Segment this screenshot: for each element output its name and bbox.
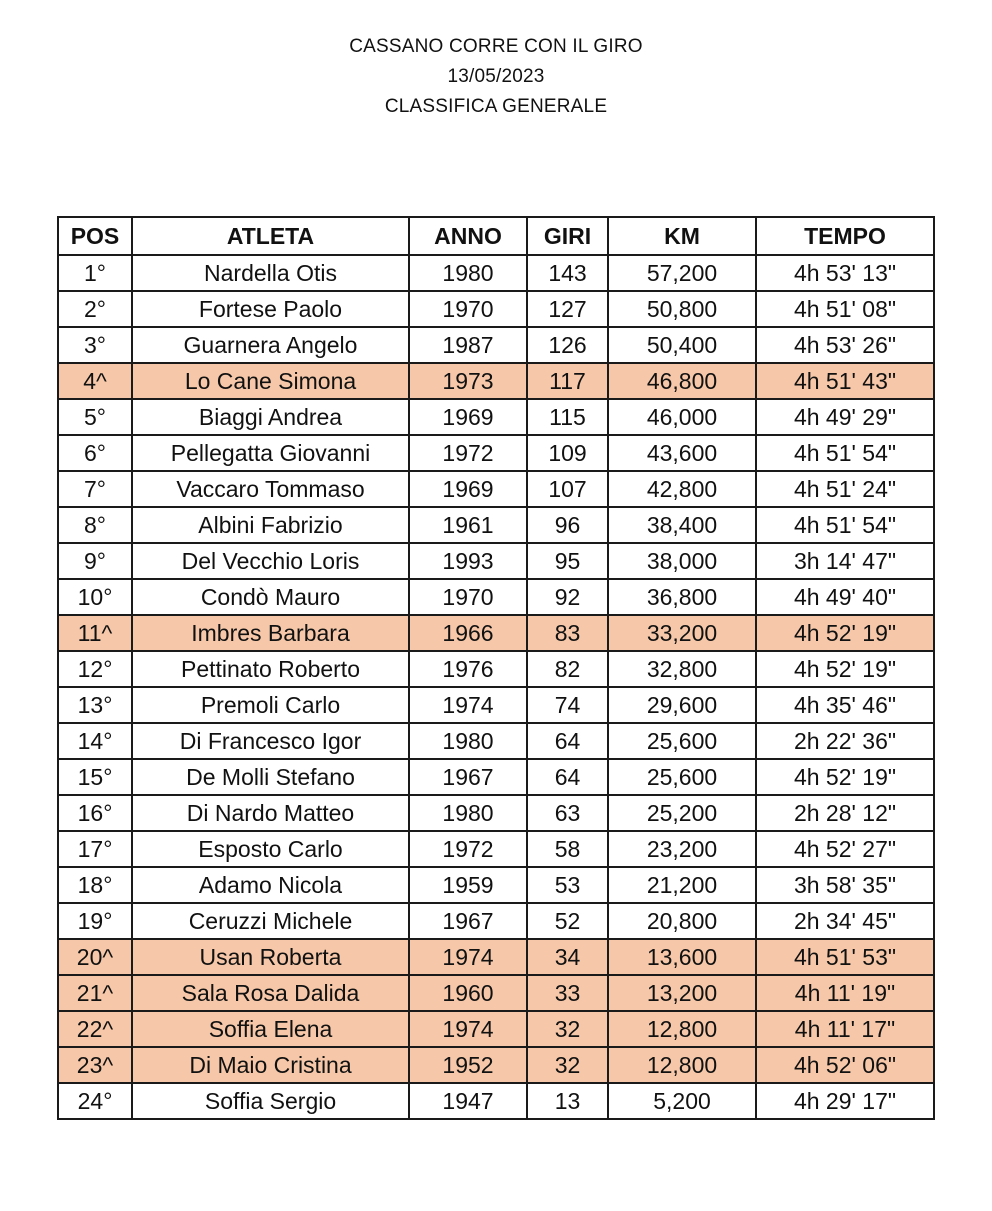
ranking-title: CLASSIFICA GENERALE — [384, 96, 608, 117]
cell-position: 4^ — [58, 363, 132, 399]
cell-athlete: Premoli Carlo — [132, 687, 409, 723]
cell-position: 7° — [58, 471, 132, 507]
cell-time: 4h 53' 13" — [756, 255, 934, 291]
table-row — [58, 291, 934, 327]
cell-year: 1969 — [409, 399, 527, 435]
cell-year: 1974 — [409, 1011, 527, 1047]
table-row — [58, 399, 934, 435]
table-row — [58, 687, 934, 723]
cell-athlete: Sala Rosa Dalida — [132, 975, 409, 1011]
cell-athlete: Adamo Nicola — [132, 867, 409, 903]
cell-position: 12° — [58, 651, 132, 687]
cell-position: 18° — [58, 867, 132, 903]
cell-km: 42,800 — [608, 471, 756, 507]
column-header-km: KM — [608, 217, 756, 255]
cell-laps: 96 — [527, 507, 608, 543]
cell-position: 11^ — [58, 615, 132, 651]
event-title: CASSANO CORRE CON IL GIRO — [349, 36, 643, 57]
table-row — [58, 1011, 934, 1047]
cell-year: 1967 — [409, 903, 527, 939]
cell-position: 5° — [58, 399, 132, 435]
cell-km: 46,800 — [608, 363, 756, 399]
cell-position: 3° — [58, 327, 132, 363]
cell-position: 17° — [58, 831, 132, 867]
cell-time: 4h 49' 40" — [756, 579, 934, 615]
cell-year: 1980 — [409, 723, 527, 759]
cell-time: 4h 53' 26" — [756, 327, 934, 363]
cell-time: 4h 35' 46" — [756, 687, 934, 723]
cell-position: 19° — [58, 903, 132, 939]
cell-position: 23^ — [58, 1047, 132, 1083]
cell-km: 36,800 — [608, 579, 756, 615]
cell-athlete: Albini Fabrizio — [132, 507, 409, 543]
column-header-athlete: ATLETA — [132, 217, 409, 255]
cell-laps: 63 — [527, 795, 608, 831]
cell-year: 1972 — [409, 435, 527, 471]
results-body — [58, 255, 934, 1119]
cell-laps: 117 — [527, 363, 608, 399]
cell-laps: 127 — [527, 291, 608, 327]
cell-time: 4h 52' 19" — [756, 615, 934, 651]
cell-laps: 143 — [527, 255, 608, 291]
table-row — [58, 903, 934, 939]
cell-laps: 53 — [527, 867, 608, 903]
cell-year: 1966 — [409, 615, 527, 651]
cell-position: 20^ — [58, 939, 132, 975]
cell-year: 1959 — [409, 867, 527, 903]
cell-athlete: Soffia Elena — [132, 1011, 409, 1047]
cell-year: 1969 — [409, 471, 527, 507]
cell-laps: 32 — [527, 1011, 608, 1047]
cell-km: 43,600 — [608, 435, 756, 471]
cell-laps: 82 — [527, 651, 608, 687]
cell-km: 46,000 — [608, 399, 756, 435]
cell-laps: 74 — [527, 687, 608, 723]
cell-time: 2h 34' 45" — [756, 903, 934, 939]
cell-athlete: Biaggi Andrea — [132, 399, 409, 435]
cell-time: 4h 51' 24" — [756, 471, 934, 507]
cell-position: 21^ — [58, 975, 132, 1011]
cell-laps: 126 — [527, 327, 608, 363]
cell-laps: 92 — [527, 579, 608, 615]
table-row — [58, 867, 934, 903]
cell-laps: 33 — [527, 975, 608, 1011]
cell-time: 4h 49' 29" — [756, 399, 934, 435]
cell-position: 9° — [58, 543, 132, 579]
cell-km: 23,200 — [608, 831, 756, 867]
cell-year: 1961 — [409, 507, 527, 543]
cell-position: 24° — [58, 1083, 132, 1119]
cell-year: 1974 — [409, 687, 527, 723]
cell-km: 5,200 — [608, 1083, 756, 1119]
cell-laps: 95 — [527, 543, 608, 579]
cell-km: 25,600 — [608, 723, 756, 759]
cell-athlete: Imbres Barbara — [132, 615, 409, 651]
document-header — [0, 32, 992, 122]
cell-km: 33,200 — [608, 615, 756, 651]
cell-position: 1° — [58, 255, 132, 291]
cell-athlete: Guarnera Angelo — [132, 327, 409, 363]
cell-athlete: Esposto Carlo — [132, 831, 409, 867]
table-row — [58, 435, 934, 471]
cell-athlete: Condò Mauro — [132, 579, 409, 615]
table-row — [58, 255, 934, 291]
cell-athlete: Lo Cane Simona — [132, 363, 409, 399]
column-header-laps: GIRI — [527, 217, 608, 255]
cell-time: 4h 11' 17" — [756, 1011, 934, 1047]
cell-year: 1947 — [409, 1083, 527, 1119]
event-date: 13/05/2023 — [447, 66, 545, 87]
cell-athlete: Soffia Sergio — [132, 1083, 409, 1119]
cell-time: 2h 22' 36" — [756, 723, 934, 759]
cell-athlete: Del Vecchio Loris — [132, 543, 409, 579]
cell-year: 1980 — [409, 255, 527, 291]
cell-time: 2h 28' 12" — [756, 795, 934, 831]
cell-laps: 34 — [527, 939, 608, 975]
cell-km: 25,200 — [608, 795, 756, 831]
table-row — [58, 651, 934, 687]
cell-athlete: Usan Roberta — [132, 939, 409, 975]
table-row — [58, 471, 934, 507]
cell-athlete: Pettinato Roberto — [132, 651, 409, 687]
cell-km: 20,800 — [608, 903, 756, 939]
cell-time: 4h 52' 27" — [756, 831, 934, 867]
cell-time: 4h 29' 17" — [756, 1083, 934, 1119]
table-row — [58, 615, 934, 651]
cell-km: 38,000 — [608, 543, 756, 579]
cell-km: 50,400 — [608, 327, 756, 363]
cell-time: 3h 58' 35" — [756, 867, 934, 903]
cell-position: 10° — [58, 579, 132, 615]
cell-km: 12,800 — [608, 1011, 756, 1047]
cell-km: 57,200 — [608, 255, 756, 291]
cell-athlete: Nardella Otis — [132, 255, 409, 291]
table-row — [58, 975, 934, 1011]
cell-time: 4h 51' 54" — [756, 435, 934, 471]
cell-laps: 64 — [527, 759, 608, 795]
table-row — [58, 1083, 934, 1119]
cell-position: 14° — [58, 723, 132, 759]
cell-position: 22^ — [58, 1011, 132, 1047]
cell-laps: 107 — [527, 471, 608, 507]
cell-year: 1973 — [409, 363, 527, 399]
table-header-row — [58, 217, 934, 255]
cell-time: 4h 11' 19" — [756, 975, 934, 1011]
cell-athlete: Di Maio Cristina — [132, 1047, 409, 1083]
cell-year: 1993 — [409, 543, 527, 579]
cell-position: 15° — [58, 759, 132, 795]
cell-laps: 109 — [527, 435, 608, 471]
cell-time: 4h 51' 43" — [756, 363, 934, 399]
cell-km: 21,200 — [608, 867, 756, 903]
cell-year: 1987 — [409, 327, 527, 363]
table-row — [58, 1047, 934, 1083]
cell-km: 13,200 — [608, 975, 756, 1011]
table-row — [58, 939, 934, 975]
cell-laps: 32 — [527, 1047, 608, 1083]
cell-laps: 115 — [527, 399, 608, 435]
column-header-year: ANNO — [409, 217, 527, 255]
cell-year: 1976 — [409, 651, 527, 687]
cell-laps: 83 — [527, 615, 608, 651]
table-row — [58, 327, 934, 363]
cell-km: 50,800 — [608, 291, 756, 327]
column-header-time: TEMPO — [756, 217, 934, 255]
cell-km: 32,800 — [608, 651, 756, 687]
cell-year: 1980 — [409, 795, 527, 831]
cell-time: 4h 52' 06" — [756, 1047, 934, 1083]
cell-km: 29,600 — [608, 687, 756, 723]
cell-laps: 52 — [527, 903, 608, 939]
cell-year: 1952 — [409, 1047, 527, 1083]
cell-year: 1970 — [409, 579, 527, 615]
cell-athlete: Di Nardo Matteo — [132, 795, 409, 831]
cell-time: 4h 51' 08" — [756, 291, 934, 327]
cell-position: 2° — [58, 291, 132, 327]
table-row — [58, 723, 934, 759]
cell-km: 25,600 — [608, 759, 756, 795]
cell-athlete: Di Francesco Igor — [132, 723, 409, 759]
column-header-pos: POS — [58, 217, 132, 255]
cell-time: 4h 51' 53" — [756, 939, 934, 975]
cell-laps: 64 — [527, 723, 608, 759]
cell-km: 12,800 — [608, 1047, 756, 1083]
table-row — [58, 363, 934, 399]
cell-laps: 13 — [527, 1083, 608, 1119]
cell-km: 38,400 — [608, 507, 756, 543]
cell-time: 4h 52' 19" — [756, 759, 934, 795]
cell-year: 1967 — [409, 759, 527, 795]
cell-athlete: Ceruzzi Michele — [132, 903, 409, 939]
cell-position: 16° — [58, 795, 132, 831]
cell-athlete: De Molli Stefano — [132, 759, 409, 795]
table-row — [58, 579, 934, 615]
cell-year: 1974 — [409, 939, 527, 975]
table-row — [58, 831, 934, 867]
cell-athlete: Pellegatta Giovanni — [132, 435, 409, 471]
cell-year: 1972 — [409, 831, 527, 867]
cell-laps: 58 — [527, 831, 608, 867]
table-row — [58, 795, 934, 831]
cell-athlete: Vaccaro Tommaso — [132, 471, 409, 507]
cell-position: 8° — [58, 507, 132, 543]
cell-time: 3h 14' 47" — [756, 543, 934, 579]
cell-year: 1960 — [409, 975, 527, 1011]
results-table — [57, 216, 935, 1120]
cell-position: 6° — [58, 435, 132, 471]
cell-position: 13° — [58, 687, 132, 723]
cell-time: 4h 52' 19" — [756, 651, 934, 687]
cell-km: 13,600 — [608, 939, 756, 975]
cell-year: 1970 — [409, 291, 527, 327]
table-row — [58, 507, 934, 543]
cell-time: 4h 51' 54" — [756, 507, 934, 543]
cell-athlete: Fortese Paolo — [132, 291, 409, 327]
table-row — [58, 543, 934, 579]
table-row — [58, 759, 934, 795]
